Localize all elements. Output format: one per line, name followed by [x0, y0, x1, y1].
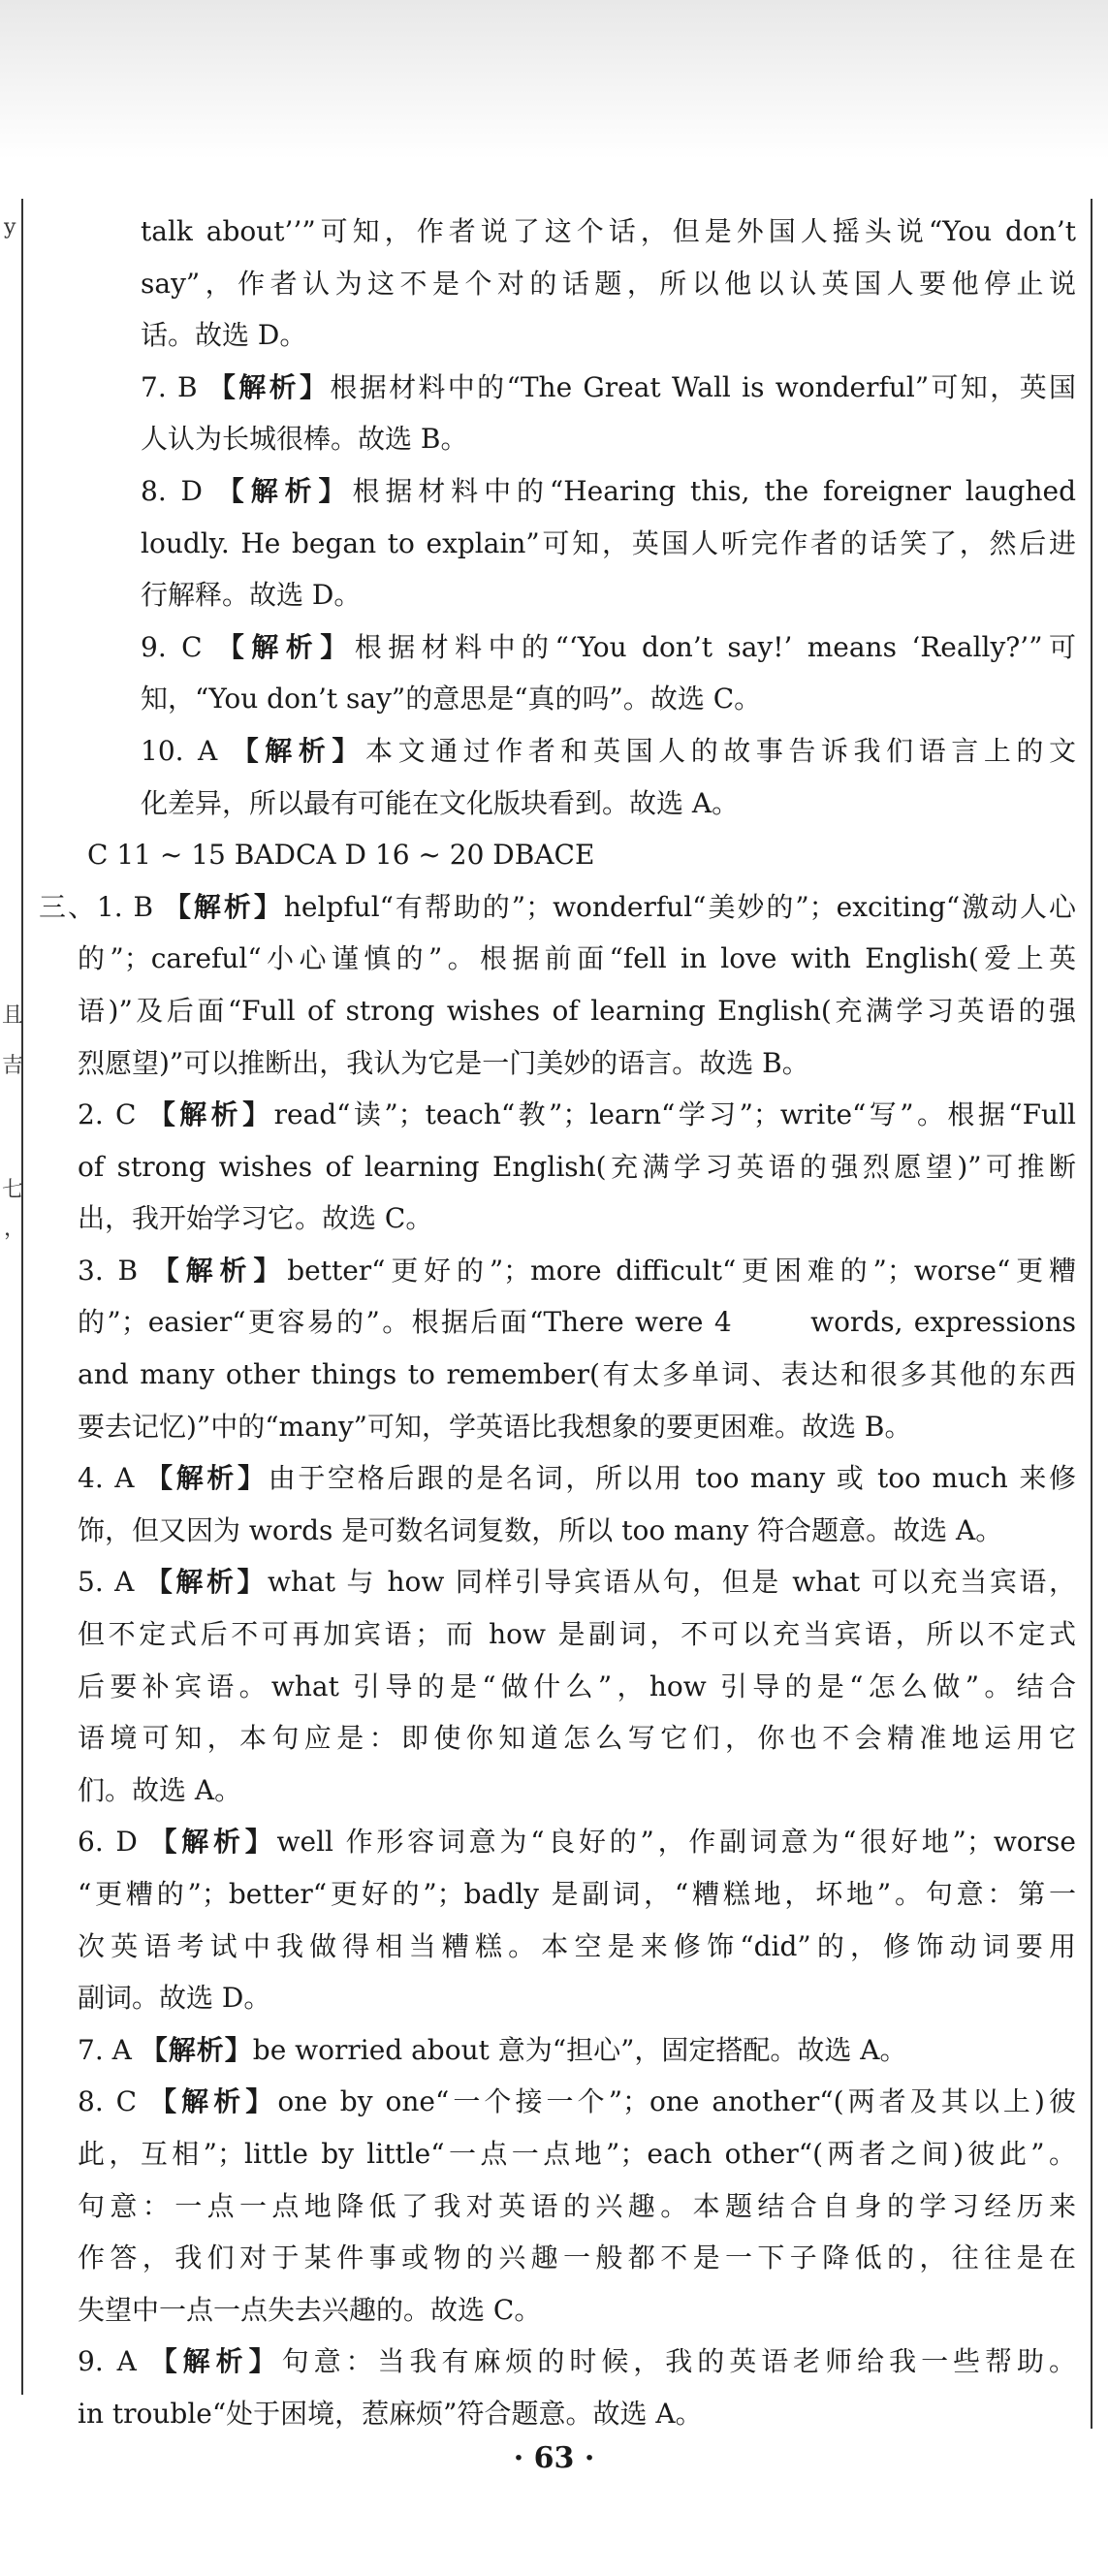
item-number: 4. A [78, 1462, 146, 1495]
text-line [39, 2388, 1076, 2440]
item-number: 2. C [78, 1098, 148, 1131]
item-number: 9. A [78, 2345, 150, 2378]
text-line [39, 518, 1076, 570]
text-line [39, 258, 1076, 310]
line-text: 后要补宾语。what 引导的是“做什么”，how 引导的是“怎么做”。结合 [78, 1670, 1076, 1702]
line-text: 语)”及后面“Full of strong wishes of learning English(充满学习英语的强 [78, 994, 1076, 1027]
line-text: 本文通过作者和英国人的故事告诉我们语言上的文 [365, 734, 1076, 767]
line-text: better“更好的”；more difficult“更困难的”；worse“更糟 [287, 1254, 1076, 1287]
item-number: 7. B [141, 370, 208, 403]
text-line [39, 1296, 1076, 1349]
analysis-tag: 【解析】 [149, 1826, 277, 1859]
text-line [39, 1401, 1076, 1453]
text-line [39, 413, 1076, 465]
text-line [39, 778, 1076, 830]
text-line [39, 1712, 1076, 1765]
line-text: 副词。故选 D。 [78, 1982, 271, 2015]
analysis-tag: 【解析】 [231, 734, 365, 767]
text-line [39, 569, 1076, 621]
text-line [39, 206, 1076, 258]
left-margin-rule [21, 199, 23, 2395]
line-text: of strong wishes of learning English(充满学习英语的强烈愿望)”可推断 [78, 1150, 1076, 1183]
analysis-tag: 【解析】 [207, 370, 331, 403]
text-line [39, 829, 1076, 881]
text-line [39, 2232, 1076, 2284]
text-line [39, 2336, 1076, 2388]
item-number: 7. A [78, 2033, 141, 2066]
line-text: be worried about 意为“担心”，固定搭配。故选 A。 [252, 2033, 907, 2066]
text-line [39, 985, 1076, 1037]
analysis-tag: 【解析】 [151, 1254, 288, 1287]
text-line [39, 621, 1076, 674]
text-line [39, 933, 1076, 985]
answer-key-text [39, 206, 1076, 2440]
analysis-tag: 【解析】 [144, 1566, 269, 1599]
text-line [39, 1349, 1076, 1401]
text-line [39, 1141, 1076, 1193]
text-line [39, 2284, 1076, 2337]
line-text: 知，“You don’t say”的意思是“真的吗”。故选 C。 [141, 683, 762, 716]
item-number: 10. A [141, 734, 232, 767]
line-text: one by one“一个接一个”；one another“(两者及其以上)彼 [277, 2085, 1076, 2118]
text-line [39, 1245, 1076, 1297]
line-text: 话。故选 D。 [141, 319, 307, 352]
line-text: 作答，我们对于某件事或物的兴趣一般都不是一下子降低的，往往是在 [78, 2242, 1076, 2274]
line-text: well 作形容词意为“良好的”，作副词意为“很好地”；worse [276, 1826, 1076, 1859]
text-line [39, 1868, 1076, 1921]
line-text: 句意：当我有麻烦的时候，我的英语老师给我一些帮助。 [281, 2345, 1076, 2378]
text-line [39, 1193, 1076, 1245]
text-line [39, 881, 1076, 934]
analysis-tag: 【解析】 [140, 2033, 253, 2066]
text-line [39, 1608, 1076, 1661]
text-line [39, 309, 1076, 362]
line-text: 次英语考试中我做得相当糟糕。本空是来修饰“did”的，修饰动词要用 [78, 1929, 1076, 1962]
line-text: 的”；careful“小心谨慎的”。根据前面“fell in love with English(爱上英 [78, 942, 1076, 975]
item-number: 9. C [141, 630, 217, 663]
text-line [39, 1765, 1076, 1817]
text-line [39, 1921, 1076, 1973]
line-text: loudly. He began to explain”可知，英国人听完作者的话笑了，然后进 [141, 526, 1076, 559]
item-number: 6. D [78, 1826, 150, 1859]
text-line [39, 1037, 1076, 1090]
text-line [39, 2024, 1076, 2077]
right-margin-rule [1091, 199, 1092, 2429]
fill-blank: 4 [714, 1296, 800, 1349]
line-text: 们。故选 A。 [78, 1773, 242, 1806]
margin-mark: 且 [2, 1003, 24, 1028]
page-number: · 63 · [513, 2441, 595, 2475]
line-text: what 与 how 同样引导宾语从句，但是 what 可以充当宾语， [268, 1566, 1076, 1599]
analysis-tag: 【解析】 [149, 2085, 278, 2118]
line-text: “更糟的”；better“更好的”；badly 是副词，“糟糕地，坏地”。句意：第一 [78, 1878, 1076, 1910]
line-text: 根据材料中的“The Great Wall is wonderful”可知，英国 [330, 370, 1076, 403]
line-text: 人认为长城很棒。故选 B。 [141, 423, 468, 456]
analysis-tag: 【解析】 [216, 474, 353, 507]
text-line [39, 1556, 1076, 1608]
text-line [39, 465, 1076, 518]
item-number: 8. C [78, 2085, 150, 2118]
text-line [39, 1505, 1076, 1557]
line-text: 此，互相”；little by little“一点一点地”；each other“(两者之间)彼此”。 [78, 2137, 1076, 2170]
line-text: 行解释。故选 D。 [141, 579, 362, 612]
line-text: 化差异，所以最有可能在文化版块看到。故选 A。 [141, 786, 740, 819]
line-text: 烈愿望)”可以推断出，我认为它是一门美妙的语言。故选 B。 [78, 1046, 809, 1079]
margin-mark: 吉 [2, 1054, 24, 1078]
text-line [39, 1816, 1076, 1868]
analysis-tag: 【解析】 [145, 1462, 269, 1495]
item-number: 8. D [141, 474, 217, 507]
line-text: 语境可知，本句应是：即使你知道怎么写它们，你也不会精准地运用它 [78, 1722, 1076, 1755]
text-line [39, 2076, 1076, 2128]
line-text: in trouble“处于困境，惹麻烦”符合题意。故选 A。 [78, 2397, 703, 2430]
line-text: 句意：一点一点地降低了我对英语的兴趣。本题结合自身的学习经历来 [78, 2189, 1076, 2222]
margin-mark: y [4, 215, 16, 239]
analysis-tag: 【解析】 [147, 1098, 274, 1131]
text-line [39, 1452, 1076, 1505]
text-line [39, 2180, 1076, 2233]
text-line [39, 673, 1076, 725]
line-text: 失望中一点一点失去兴趣的。故选 C。 [78, 2293, 542, 2326]
item-number: 3. B [78, 1254, 152, 1287]
page-top-shadow [0, 0, 1108, 160]
line-text: 根据材料中的“Hearing this, the foreigner laughed [352, 474, 1076, 507]
text-line [39, 1661, 1076, 1713]
line-text: 由于空格后跟的是名词，所以用 too many 或 too much 来修 [268, 1462, 1076, 1495]
margin-mark: ， [4, 1217, 26, 1241]
line-text: read“读”；teach“教”；learn“学习”；write“写”。根据“Full [273, 1098, 1076, 1131]
line-text: 根据材料中的“‘You don’t say!’ means ‘Really?’”可 [354, 630, 1076, 663]
analysis-tag: 【解析】 [149, 2345, 282, 2378]
line-text: and many other things to remember(有太多单词、表达和很多其他的东西 [78, 1358, 1076, 1391]
text-line [39, 1089, 1076, 1141]
text-line [39, 362, 1076, 414]
line-text: 要去记忆)”中的“many”可知，学英语比我想象的要更困难。故选 B。 [78, 1410, 912, 1443]
line-text: 饰，但又因为 words 是可数名词复数，所以 too many 符合题意。故选 A。 [78, 1513, 1003, 1546]
line-text: say”，作者认为这不是个对的话题，所以他以认英国人要他停止说 [141, 267, 1076, 300]
text-line [39, 725, 1076, 778]
line-text: 出，我开始学习它。故选 C。 [78, 1202, 433, 1235]
margin-mark: 七 [2, 1178, 24, 1202]
line-text-after: words, expressions [799, 1306, 1076, 1339]
text-line [39, 2128, 1076, 2180]
line-text: 但不定式后不可再加宾语；而 how 是副词，不可以充当宾语，所以不定式 [78, 1618, 1076, 1651]
line-text: talk about’’”可知，作者说了这个话，但是外国人摇头说“You don’t [141, 215, 1076, 247]
item-number: 5. A [78, 1566, 145, 1599]
line-text: C 11 ~ 15 BADCA D 16 ~ 20 DBACE [87, 839, 595, 872]
line-text: 的”；easier“更容易的”。根据后面“There were [78, 1306, 714, 1339]
analysis-tag: 【解析】 [163, 890, 284, 923]
analysis-tag: 【解析】 [216, 630, 355, 663]
item-number: 三、1. B [39, 890, 164, 923]
text-line [39, 1972, 1076, 2024]
line-text: helpful“有帮助的”；wonderful“美妙的”；exciting“激动人心 [283, 890, 1076, 923]
